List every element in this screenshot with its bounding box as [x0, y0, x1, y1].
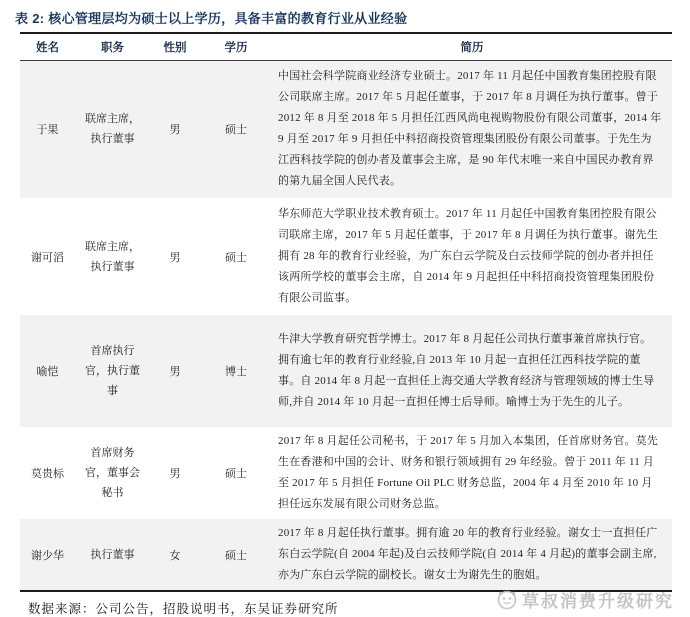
- cell-education: 硕士: [225, 549, 247, 562]
- cell-gender: 男: [169, 468, 181, 480]
- watermark-text: 草叔消费升级研究: [522, 592, 674, 611]
- cell-education: 硕士: [225, 124, 247, 137]
- cell-education: 硕士: [225, 468, 247, 480]
- table-header-row: [20, 33, 672, 60]
- cell-gender: 男: [169, 251, 181, 264]
- management-table: [20, 32, 672, 592]
- watermark: [496, 587, 674, 612]
- cell-education: 硕士: [225, 251, 247, 264]
- cell-bio: 2017 年 8 月起任执行董事。拥有逾 20 年的教育行业经验。谢女士一直担任广东白云学院(自 2004 年起)及白云技师学院(自 2014 年 4 月起)的董事会副主席,亦为广东白云学院的副校长。谢女士为谢先生的胞姐。: [278, 527, 658, 581]
- table-row: [20, 60, 672, 198]
- table-row: [20, 315, 672, 427]
- cell-position: 首席执行官，执行董事: [85, 345, 140, 397]
- source-note: 数据来源：公司公告，招股说明书，东吴证券研究所: [28, 602, 339, 616]
- column-header-education: 学历: [200, 33, 272, 60]
- report-table-page: [0, 8, 690, 615]
- table-row: [20, 427, 672, 519]
- column-header-bio: 简历: [272, 33, 672, 60]
- cell-bio: 牛津大学教育研究哲学博士。2017 年 8 月起任公司执行董事兼首席执行官。拥有逾七年的教育行业经验,自 2013 年 10 月起一直担任江西科技学院的董事。自 2014 年 8 月起一直担任上海交通大学教育经济与管理领域的博士生导师,并自 2014 年 10 月起一直担任博士后导师。喻博士为于先生的儿子。: [278, 333, 655, 408]
- table-caption: 表 2: 核心管理层均为硕士以上学历，具备丰富的教育行业从业经验: [15, 11, 408, 26]
- cell-bio: 中国社会科学院商业经济专业硕士。2017 年 11 月起任中国教育集团控股有限公司联席主席。2017 年 5 月起任董事，于 2017 年 8 月调任为执行董事。曾于 2012 年 8 月至 2018 年 5 月担任江西风尚电视购物股份有限公司董事，2014 年 9 月至 2017 年 9 月担任中科招商投资管理集团股份有限公司董事。于先生为江西科技学院的创办者及董事会主席，是 90 年代末唯一来自中国民办教育界的第九届全国人民代表。: [278, 70, 662, 188]
- table-row: [20, 198, 672, 315]
- watermark-logo-icon: [496, 589, 518, 611]
- cell-gender: 男: [169, 366, 181, 378]
- table-row: [20, 519, 672, 591]
- column-header-name: 姓名: [20, 33, 75, 60]
- cell-name: 喻恺: [36, 366, 59, 378]
- cell-bio: 华东师范大学职业技术教育硕士。2017 年 11 月起任中国教育集团控股有限公司联席主席，2017 年 5 月起任董事，于 2017 年 8 月调任为执行董事。谢先生拥有 28 年的教育行业经验，为广东白云学院及白云技师学院的创办者并担任该两所学校的董事会主席，自 2014 年 9 月起担任中科招商投资管理集团股份有限公司监事。: [278, 208, 659, 304]
- cell-position: 联席主席，执行董事: [85, 113, 140, 146]
- cell-position: 联席主席，执行董事: [85, 240, 140, 273]
- cell-education: 博士: [225, 366, 247, 378]
- cell-gender: 男: [169, 124, 181, 137]
- cell-position: 首席财务官，董事会秘书: [85, 447, 140, 499]
- cell-bio: 2017 年 8 月起任公司秘书，于 2017 年 5 月加入本集团，任首席财务官。莫先生在香港和中国的会计、财务和银行领域拥有 29 年经验。曾于 2011 年 11 月至 2017 年 5 月担任 Fortune Oil PLC 财务总监，2004 年 4 月至 2010 年 10 月担任远东发展有限公司财务总监。: [278, 435, 659, 510]
- cell-name: 莫贵标: [31, 468, 64, 480]
- column-header-gender: 性别: [150, 33, 200, 60]
- column-header-position: 职务: [75, 33, 150, 60]
- cell-gender: 女: [169, 549, 181, 562]
- cell-name: 谢可滔: [31, 251, 64, 264]
- cell-name: 谢少华: [31, 549, 64, 562]
- cell-name: 于果: [36, 124, 59, 137]
- cell-position: 执行董事: [90, 548, 135, 561]
